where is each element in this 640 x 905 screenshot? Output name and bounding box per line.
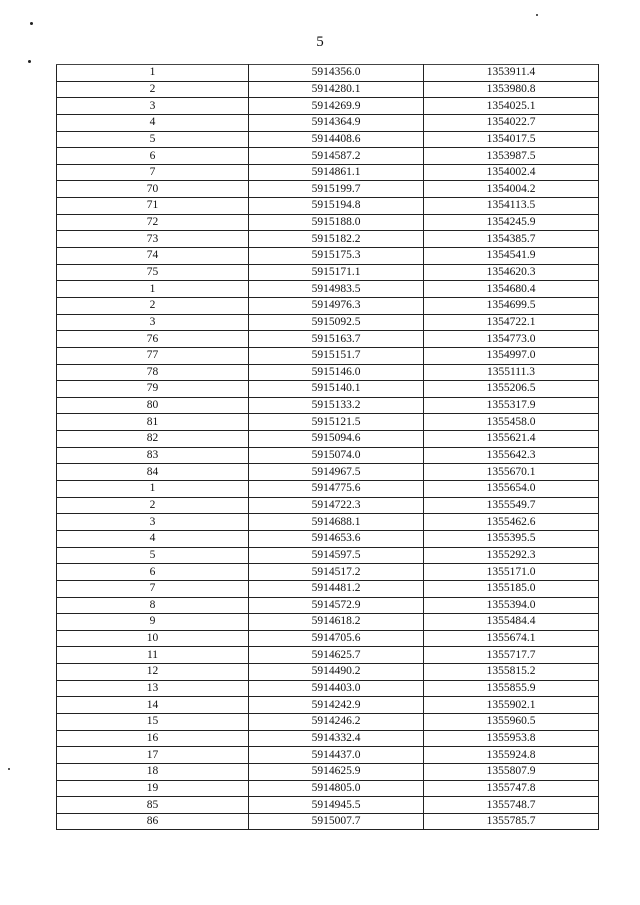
point-number-cell: 7 — [57, 164, 249, 181]
coordinates-table — [56, 64, 599, 830]
point-number-cell: 80 — [57, 397, 249, 414]
table-row — [57, 297, 599, 314]
table-row — [57, 630, 599, 647]
y-coordinate-cell: 1355960.5 — [424, 713, 599, 730]
point-number-cell: 1 — [57, 65, 249, 82]
table-row — [57, 181, 599, 198]
y-coordinate-cell: 1355953.8 — [424, 730, 599, 747]
point-number-cell: 5 — [57, 547, 249, 564]
y-coordinate-cell: 1355394.0 — [424, 597, 599, 614]
point-number-cell: 79 — [57, 381, 249, 398]
y-coordinate-cell: 1355292.3 — [424, 547, 599, 564]
x-coordinate-cell: 5914587.2 — [249, 148, 424, 165]
y-coordinate-cell: 1355171.0 — [424, 564, 599, 581]
y-coordinate-cell: 1354773.0 — [424, 331, 599, 348]
x-coordinate-cell: 5914481.2 — [249, 580, 424, 597]
table-row — [57, 114, 599, 131]
table-row — [57, 464, 599, 481]
table-row — [57, 497, 599, 514]
point-number-cell: 3 — [57, 98, 249, 115]
table-row — [57, 481, 599, 498]
scan-speck — [8, 768, 10, 770]
y-coordinate-cell: 1355717.7 — [424, 647, 599, 664]
x-coordinate-cell: 5915146.0 — [249, 364, 424, 381]
x-coordinate-cell: 5915163.7 — [249, 331, 424, 348]
point-number-cell: 70 — [57, 181, 249, 198]
point-number-cell: 84 — [57, 464, 249, 481]
x-coordinate-cell: 5914517.2 — [249, 564, 424, 581]
point-number-cell: 9 — [57, 614, 249, 631]
x-coordinate-cell: 5914269.9 — [249, 98, 424, 115]
point-number-cell: 1 — [57, 281, 249, 298]
y-coordinate-cell: 1354002.4 — [424, 164, 599, 181]
point-number-cell: 74 — [57, 248, 249, 265]
y-coordinate-cell: 1354680.4 — [424, 281, 599, 298]
x-coordinate-cell: 5915199.7 — [249, 181, 424, 198]
y-coordinate-cell: 1355642.3 — [424, 447, 599, 464]
x-coordinate-cell: 5914945.5 — [249, 797, 424, 814]
x-coordinate-cell: 5914722.3 — [249, 497, 424, 514]
x-coordinate-cell: 5914242.9 — [249, 697, 424, 714]
page-number: 5 — [316, 34, 324, 50]
table-row — [57, 614, 599, 631]
scan-speck — [28, 60, 31, 63]
point-number-cell: 4 — [57, 530, 249, 547]
point-number-cell: 4 — [57, 114, 249, 131]
table-row — [57, 231, 599, 248]
point-number-cell: 1 — [57, 481, 249, 498]
table-row — [57, 697, 599, 714]
y-coordinate-cell: 1354699.5 — [424, 297, 599, 314]
x-coordinate-cell: 5915140.1 — [249, 381, 424, 398]
y-coordinate-cell: 1354541.9 — [424, 248, 599, 265]
table-row — [57, 680, 599, 697]
table-row — [57, 131, 599, 148]
x-coordinate-cell: 5914490.2 — [249, 664, 424, 681]
table-row — [57, 164, 599, 181]
point-number-cell: 12 — [57, 664, 249, 681]
table-row — [57, 65, 599, 82]
x-coordinate-cell: 5914332.4 — [249, 730, 424, 747]
y-coordinate-cell: 1355924.8 — [424, 747, 599, 764]
point-number-cell: 5 — [57, 131, 249, 148]
point-number-cell: 19 — [57, 780, 249, 797]
x-coordinate-cell: 5915121.5 — [249, 414, 424, 431]
table-row — [57, 447, 599, 464]
point-number-cell: 8 — [57, 597, 249, 614]
y-coordinate-cell: 1355185.0 — [424, 580, 599, 597]
table-row — [57, 730, 599, 747]
x-coordinate-cell: 5914625.9 — [249, 763, 424, 780]
y-coordinate-cell: 1355654.0 — [424, 481, 599, 498]
x-coordinate-cell: 5915171.1 — [249, 264, 424, 281]
x-coordinate-cell: 5915194.8 — [249, 198, 424, 215]
table-row — [57, 431, 599, 448]
table-row — [57, 530, 599, 547]
x-coordinate-cell: 5915151.7 — [249, 347, 424, 364]
x-coordinate-cell: 5914280.1 — [249, 81, 424, 98]
point-number-cell: 18 — [57, 763, 249, 780]
table-row — [57, 264, 599, 281]
x-coordinate-cell: 5914597.5 — [249, 547, 424, 564]
point-number-cell: 72 — [57, 214, 249, 231]
point-number-cell: 11 — [57, 647, 249, 664]
point-number-cell: 82 — [57, 431, 249, 448]
x-coordinate-cell: 5914246.2 — [249, 713, 424, 730]
table-row — [57, 547, 599, 564]
x-coordinate-cell: 5914364.9 — [249, 114, 424, 131]
point-number-cell: 2 — [57, 497, 249, 514]
y-coordinate-cell: 1353911.4 — [424, 65, 599, 82]
y-coordinate-cell: 1354997.0 — [424, 347, 599, 364]
table-row — [57, 763, 599, 780]
table-row — [57, 198, 599, 215]
table-row — [57, 414, 599, 431]
y-coordinate-cell: 1354017.5 — [424, 131, 599, 148]
y-coordinate-cell: 1354385.7 — [424, 231, 599, 248]
x-coordinate-cell: 5915092.5 — [249, 314, 424, 331]
point-number-cell: 10 — [57, 630, 249, 647]
point-number-cell: 76 — [57, 331, 249, 348]
y-coordinate-cell: 1354722.1 — [424, 314, 599, 331]
x-coordinate-cell: 5914983.5 — [249, 281, 424, 298]
point-number-cell: 86 — [57, 813, 249, 830]
y-coordinate-cell: 1354620.3 — [424, 264, 599, 281]
y-coordinate-cell: 1355674.1 — [424, 630, 599, 647]
y-coordinate-cell: 1355206.5 — [424, 381, 599, 398]
x-coordinate-cell: 5914437.0 — [249, 747, 424, 764]
x-coordinate-cell: 5914805.0 — [249, 780, 424, 797]
table-row — [57, 314, 599, 331]
table-row — [57, 713, 599, 730]
y-coordinate-cell: 1354113.5 — [424, 198, 599, 215]
table-row — [57, 564, 599, 581]
point-number-cell: 15 — [57, 713, 249, 730]
x-coordinate-cell: 5915175.3 — [249, 248, 424, 265]
table-row — [57, 747, 599, 764]
point-number-cell: 83 — [57, 447, 249, 464]
table-row — [57, 580, 599, 597]
x-coordinate-cell: 5914618.2 — [249, 614, 424, 631]
x-coordinate-cell: 5914572.9 — [249, 597, 424, 614]
y-coordinate-cell: 1354022.7 — [424, 114, 599, 131]
x-coordinate-cell: 5915007.7 — [249, 813, 424, 830]
point-number-cell: 14 — [57, 697, 249, 714]
table-row — [57, 381, 599, 398]
table-row — [57, 664, 599, 681]
point-number-cell: 17 — [57, 747, 249, 764]
table-row — [57, 81, 599, 98]
y-coordinate-cell: 1355458.0 — [424, 414, 599, 431]
y-coordinate-cell: 1355621.4 — [424, 431, 599, 448]
point-number-cell: 78 — [57, 364, 249, 381]
y-coordinate-cell: 1355549.7 — [424, 497, 599, 514]
table-row — [57, 331, 599, 348]
point-number-cell: 3 — [57, 514, 249, 531]
x-coordinate-cell: 5914967.5 — [249, 464, 424, 481]
scan-speck — [536, 14, 538, 16]
y-coordinate-cell: 1354004.2 — [424, 181, 599, 198]
x-coordinate-cell: 5914775.6 — [249, 481, 424, 498]
y-coordinate-cell: 1355670.1 — [424, 464, 599, 481]
table-row — [57, 780, 599, 797]
y-coordinate-cell: 1355395.5 — [424, 530, 599, 547]
coordinates-table-body — [57, 65, 599, 830]
point-number-cell: 3 — [57, 314, 249, 331]
y-coordinate-cell: 1355807.9 — [424, 763, 599, 780]
table-row — [57, 514, 599, 531]
point-number-cell: 7 — [57, 580, 249, 597]
y-coordinate-cell: 1355111.3 — [424, 364, 599, 381]
x-coordinate-cell: 5914625.7 — [249, 647, 424, 664]
x-coordinate-cell: 5914705.6 — [249, 630, 424, 647]
point-number-cell: 85 — [57, 797, 249, 814]
point-number-cell: 13 — [57, 680, 249, 697]
x-coordinate-cell: 5914356.0 — [249, 65, 424, 82]
table-row — [57, 248, 599, 265]
x-coordinate-cell: 5915182.2 — [249, 231, 424, 248]
point-number-cell: 75 — [57, 264, 249, 281]
y-coordinate-cell: 1355747.8 — [424, 780, 599, 797]
table-row — [57, 214, 599, 231]
point-number-cell: 77 — [57, 347, 249, 364]
table-row — [57, 148, 599, 165]
table-row — [57, 98, 599, 115]
table-row — [57, 813, 599, 830]
y-coordinate-cell: 1355484.4 — [424, 614, 599, 631]
table-row — [57, 281, 599, 298]
table-row — [57, 647, 599, 664]
point-number-cell: 81 — [57, 414, 249, 431]
x-coordinate-cell: 5915094.6 — [249, 431, 424, 448]
y-coordinate-cell: 1353980.8 — [424, 81, 599, 98]
y-coordinate-cell: 1355855.9 — [424, 680, 599, 697]
point-number-cell: 6 — [57, 564, 249, 581]
table-row — [57, 364, 599, 381]
x-coordinate-cell: 5915188.0 — [249, 214, 424, 231]
x-coordinate-cell: 5914861.1 — [249, 164, 424, 181]
point-number-cell: 16 — [57, 730, 249, 747]
point-number-cell: 6 — [57, 148, 249, 165]
x-coordinate-cell: 5914403.0 — [249, 680, 424, 697]
point-number-cell: 73 — [57, 231, 249, 248]
x-coordinate-cell: 5914688.1 — [249, 514, 424, 531]
scan-speck — [30, 22, 33, 25]
point-number-cell: 2 — [57, 81, 249, 98]
x-coordinate-cell: 5914653.6 — [249, 530, 424, 547]
point-number-cell: 2 — [57, 297, 249, 314]
table-row — [57, 797, 599, 814]
y-coordinate-cell: 1355462.6 — [424, 514, 599, 531]
x-coordinate-cell: 5915074.0 — [249, 447, 424, 464]
point-number-cell: 71 — [57, 198, 249, 215]
table-row — [57, 397, 599, 414]
y-coordinate-cell: 1355815.2 — [424, 664, 599, 681]
x-coordinate-cell: 5914408.6 — [249, 131, 424, 148]
x-coordinate-cell: 5914976.3 — [249, 297, 424, 314]
y-coordinate-cell: 1354245.9 — [424, 214, 599, 231]
table-row — [57, 347, 599, 364]
x-coordinate-cell: 5915133.2 — [249, 397, 424, 414]
y-coordinate-cell: 1355902.1 — [424, 697, 599, 714]
y-coordinate-cell: 1355317.9 — [424, 397, 599, 414]
y-coordinate-cell: 1353987.5 — [424, 148, 599, 165]
y-coordinate-cell: 1355785.7 — [424, 813, 599, 830]
table-row — [57, 597, 599, 614]
y-coordinate-cell: 1355748.7 — [424, 797, 599, 814]
y-coordinate-cell: 1354025.1 — [424, 98, 599, 115]
